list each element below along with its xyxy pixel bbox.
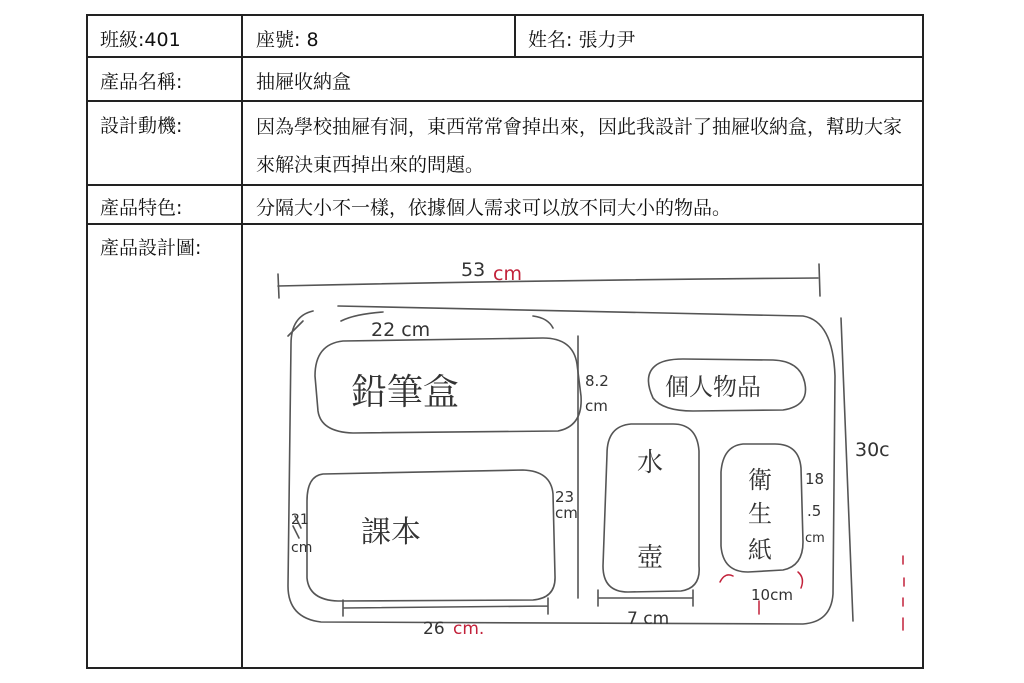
kettle-width-label: 7 cm [627,609,670,629]
pencil-case-label: 鉛筆盒 [351,372,460,413]
kettle-label-bottom: 壺 [637,543,664,573]
width-dimension-line [278,278,818,286]
organizer-outline [288,306,835,624]
tissue-height-decimal: .5 [807,502,822,520]
features-label: 產品特色: [100,197,183,219]
overall-depth-label: 30c [855,439,890,461]
pencil-case-height-unit: cm [585,397,608,415]
product-name-value: 抽屜收納盒 [256,71,352,93]
row-divider [88,100,922,102]
product-name-label: 產品名稱: [100,71,183,93]
pencil-case-width-label: 22 cm [371,319,431,341]
name-field: 姓名: 張力尹 [528,29,636,51]
textbook-height-unit: cm [291,540,313,556]
kettle-label-top: 水 [637,448,664,478]
red-edge-marks [903,556,904,630]
row-divider [88,56,922,58]
red-bracket-right [798,572,802,588]
overall-width-number: 53 [461,259,486,281]
features-value: 分隔大小不一樣，依據個人需求可以放不同大小的物品。 [256,197,732,219]
row-divider [88,184,922,186]
motivation-value: 因為學校抽屜有洞，東西常常會掉出來，因此我設計了抽屜收納盒，幫助大家來解決東西掉出來的問題。 [256,116,903,176]
overall-width-unit: cm [493,263,522,285]
design-sketch [243,226,924,669]
textbook-compartment [307,470,555,601]
class-field: 班級:401 [100,29,181,51]
textbook-label: 課本 [361,515,421,550]
personal-items-label: 個人物品 [665,373,761,401]
motivation-label: 設計動機: [100,115,183,137]
tissue-label-3: 紙 [748,536,772,564]
depth-dimension-line [841,318,853,621]
tissue-height-unit: cm [805,531,825,546]
red-bracket-left [720,575,733,582]
middle-height-unit: cm [555,504,578,522]
tissue-width-label: 10cm [751,586,793,604]
middle-height-number: 23 [555,488,575,506]
textbook-width-unit: cm. [453,619,485,639]
tissue-height-number: 18 [805,470,825,488]
drawing-label: 產品設計圖: [100,237,202,259]
student-design-form [86,14,924,669]
seat-field: 座號: 8 [256,29,319,51]
pencil-case-height-number: 8.2 [585,372,609,390]
tissue-label-1: 衛 [748,466,772,494]
textbook-height-number: 21 [291,512,309,528]
drawer-organizer-drawing [243,226,924,669]
row-divider [88,223,922,225]
textbook-width-number: 26 [423,619,445,639]
tissue-label-2: 生 [748,500,772,528]
